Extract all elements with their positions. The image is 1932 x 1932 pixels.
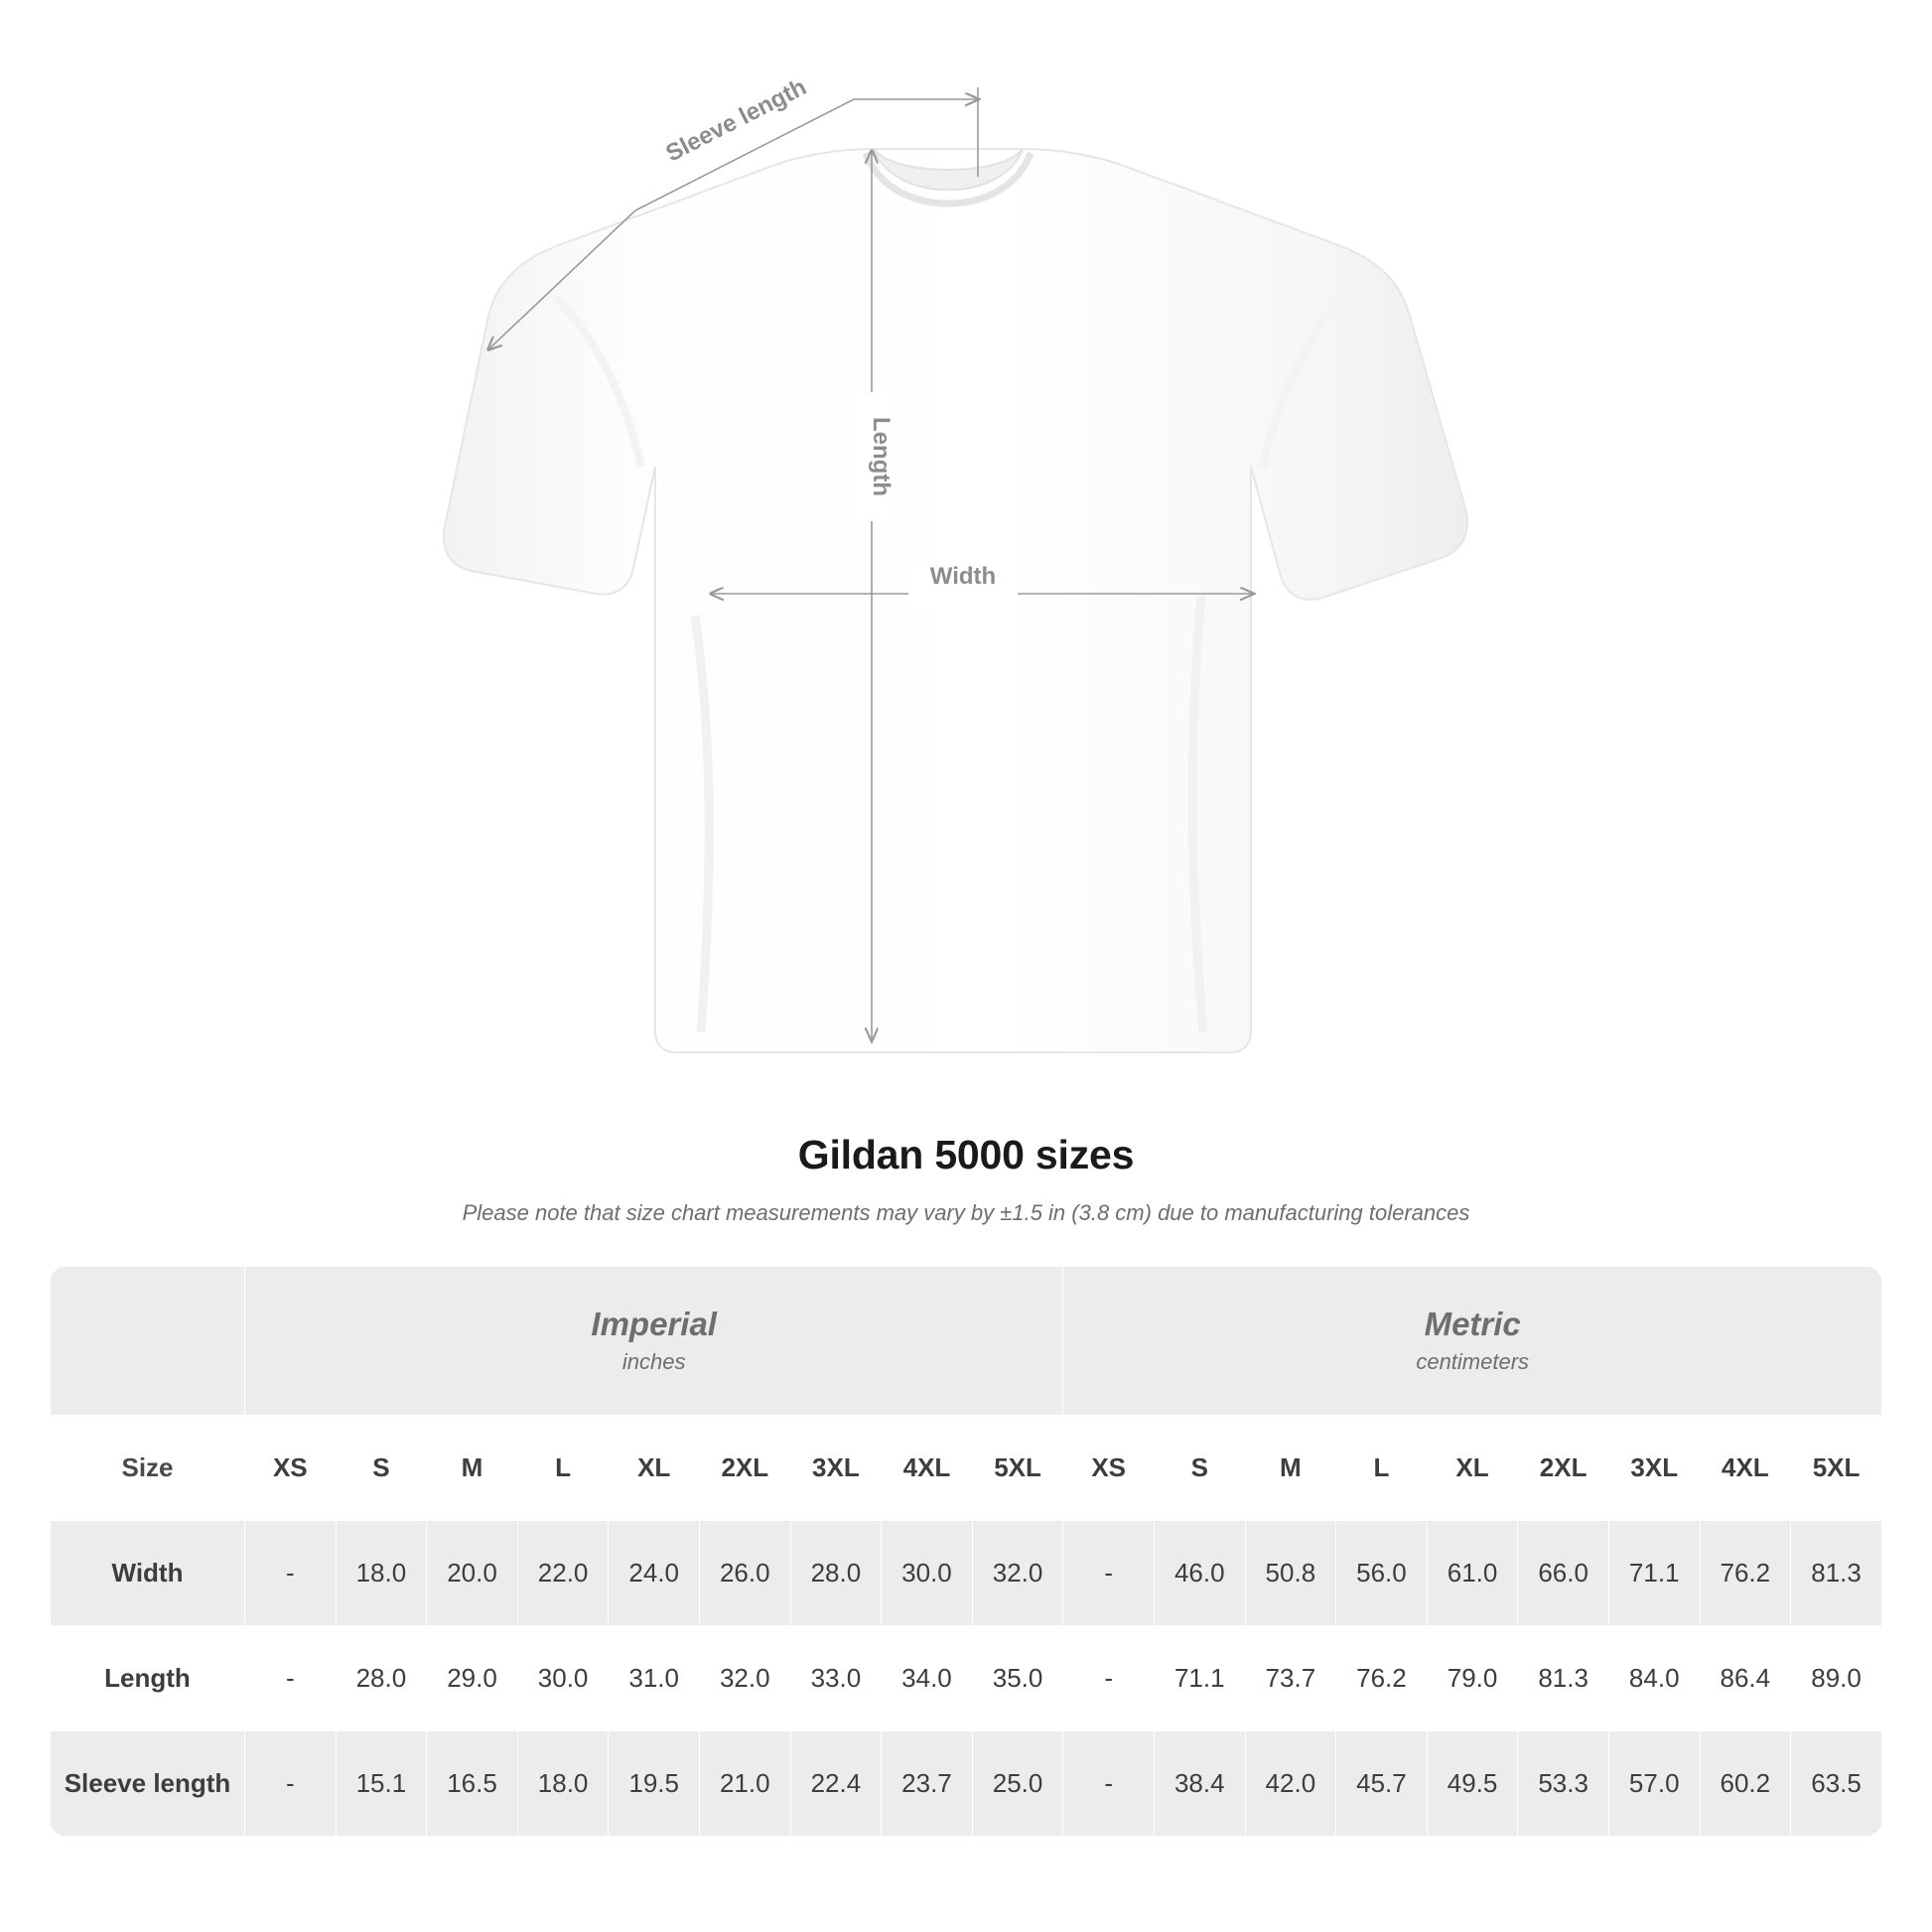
cell-length-metric-xl: 79.0 <box>1427 1626 1518 1731</box>
cell-sleeve-imperial-m: 16.5 <box>427 1731 518 1837</box>
cell-length-imperial-2xl: 32.0 <box>699 1626 790 1731</box>
cell-sleeve-metric-xs: - <box>1063 1731 1155 1837</box>
table-row <box>51 1521 1882 1626</box>
size-table-wrapper <box>50 1266 1882 1837</box>
width-label: Width <box>929 563 997 590</box>
size-header-imperial-5xl: 5XL <box>972 1416 1063 1521</box>
row-label-sleeve-length: Sleeve length <box>51 1731 245 1837</box>
cell-width-imperial-xs: - <box>245 1521 337 1626</box>
chart-heading <box>0 1132 1932 1226</box>
size-header-label: Size <box>51 1416 245 1521</box>
cell-length-imperial-m: 29.0 <box>427 1626 518 1731</box>
cell-width-imperial-m: 20.0 <box>427 1521 518 1626</box>
cell-width-metric-m: 50.8 <box>1245 1521 1336 1626</box>
cell-length-metric-s: 71.1 <box>1154 1626 1245 1731</box>
cell-width-metric-2xl: 66.0 <box>1518 1521 1609 1626</box>
size-header-imperial-s: S <box>336 1416 427 1521</box>
size-header-imperial-m: M <box>427 1416 518 1521</box>
cell-sleeve-imperial-5xl: 25.0 <box>972 1731 1063 1837</box>
cell-width-metric-5xl: 81.3 <box>1791 1521 1882 1626</box>
cell-width-metric-l: 56.0 <box>1336 1521 1428 1626</box>
cell-width-imperial-l: 22.0 <box>517 1521 609 1626</box>
size-header-imperial-xs: XS <box>245 1416 337 1521</box>
size-header-imperial-xl: XL <box>609 1416 700 1521</box>
unit-group-metric-sub: centimeters <box>1416 1348 1530 1374</box>
cell-sleeve-metric-m: 42.0 <box>1245 1731 1336 1837</box>
row-label-width: Width <box>51 1521 245 1626</box>
cell-sleeve-imperial-2xl: 21.0 <box>699 1731 790 1837</box>
cell-sleeve-imperial-l: 18.0 <box>517 1731 609 1837</box>
cell-width-imperial-2xl: 26.0 <box>699 1521 790 1626</box>
cell-length-metric-5xl: 89.0 <box>1791 1626 1882 1731</box>
cell-width-imperial-s: 18.0 <box>336 1521 427 1626</box>
cell-sleeve-imperial-3xl: 22.4 <box>790 1731 882 1837</box>
size-header-metric-5xl: 5XL <box>1791 1416 1882 1521</box>
cell-sleeve-imperial-s: 15.1 <box>336 1731 427 1837</box>
cell-length-metric-4xl: 86.4 <box>1700 1626 1791 1731</box>
unit-group-metric <box>1063 1267 1882 1416</box>
size-header-metric-xs: XS <box>1063 1416 1155 1521</box>
length-label: Length <box>868 417 895 496</box>
cell-length-metric-l: 76.2 <box>1336 1626 1428 1731</box>
cell-sleeve-metric-4xl: 60.2 <box>1700 1731 1791 1837</box>
cell-length-metric-2xl: 81.3 <box>1518 1626 1609 1731</box>
cell-length-imperial-xl: 31.0 <box>609 1626 700 1731</box>
cell-width-metric-s: 46.0 <box>1154 1521 1245 1626</box>
cell-sleeve-metric-l: 45.7 <box>1336 1731 1428 1837</box>
table-row <box>51 1731 1882 1837</box>
size-header-row <box>51 1416 1882 1521</box>
cell-sleeve-metric-3xl: 57.0 <box>1608 1731 1700 1837</box>
cell-sleeve-imperial-4xl: 23.7 <box>882 1731 973 1837</box>
unit-group-metric-name: Metric <box>1424 1306 1521 1343</box>
unit-group-imperial-sub: inches <box>621 1348 686 1374</box>
size-header-imperial-l: L <box>517 1416 609 1521</box>
cell-length-imperial-5xl: 35.0 <box>972 1626 1063 1731</box>
table-row <box>51 1626 1882 1731</box>
size-table <box>50 1266 1882 1837</box>
size-header-metric-l: L <box>1336 1416 1428 1521</box>
cell-width-imperial-5xl: 32.0 <box>972 1521 1063 1626</box>
cell-width-metric-4xl: 76.2 <box>1700 1521 1791 1626</box>
cell-width-imperial-4xl: 30.0 <box>882 1521 973 1626</box>
cell-length-imperial-3xl: 33.0 <box>790 1626 882 1731</box>
cell-length-metric-m: 73.7 <box>1245 1626 1336 1731</box>
cell-width-metric-3xl: 71.1 <box>1608 1521 1700 1626</box>
tolerance-note: Please note that size chart measurements may vary by ±1.5 in (3.8 cm) due to manufacturing tolerances <box>462 1200 1470 1225</box>
unit-group-imperial-name: Imperial <box>591 1306 717 1343</box>
cell-length-metric-3xl: 84.0 <box>1608 1626 1700 1731</box>
cell-sleeve-metric-5xl: 63.5 <box>1791 1731 1882 1837</box>
cell-length-imperial-l: 30.0 <box>517 1626 609 1731</box>
cell-sleeve-metric-2xl: 53.3 <box>1518 1731 1609 1837</box>
cell-width-metric-xl: 61.0 <box>1427 1521 1518 1626</box>
row-label-length: Length <box>51 1626 245 1731</box>
cell-length-imperial-4xl: 34.0 <box>882 1626 973 1731</box>
cell-sleeve-imperial-xl: 19.5 <box>609 1731 700 1837</box>
cell-sleeve-metric-xl: 49.5 <box>1427 1731 1518 1837</box>
cell-width-imperial-xl: 24.0 <box>609 1521 700 1626</box>
cell-sleeve-imperial-xs: - <box>245 1731 337 1837</box>
size-header-imperial-3xl: 3XL <box>790 1416 882 1521</box>
cell-width-imperial-3xl: 28.0 <box>790 1521 882 1626</box>
size-header-imperial-2xl: 2XL <box>699 1416 790 1521</box>
unit-group-imperial <box>245 1267 1063 1416</box>
size-header-metric-3xl: 3XL <box>1608 1416 1700 1521</box>
cell-length-metric-xs: - <box>1063 1626 1155 1731</box>
cell-width-metric-xs: - <box>1063 1521 1155 1626</box>
cell-length-imperial-xs: - <box>245 1626 337 1731</box>
size-header-imperial-4xl: 4XL <box>882 1416 973 1521</box>
cell-sleeve-metric-s: 38.4 <box>1154 1731 1245 1837</box>
unit-header-row <box>51 1267 1882 1416</box>
unit-header-blank <box>51 1267 245 1416</box>
cell-length-imperial-s: 28.0 <box>336 1626 427 1731</box>
size-header-metric-2xl: 2XL <box>1518 1416 1609 1521</box>
size-header-metric-4xl: 4XL <box>1700 1416 1791 1521</box>
size-header-metric-s: S <box>1154 1416 1245 1521</box>
size-header-metric-m: M <box>1245 1416 1336 1521</box>
sleeve-length-label: Sleeve length <box>661 73 811 168</box>
page-title: Gildan 5000 sizes <box>797 1132 1135 1177</box>
size-header-metric-xl: XL <box>1427 1416 1518 1521</box>
